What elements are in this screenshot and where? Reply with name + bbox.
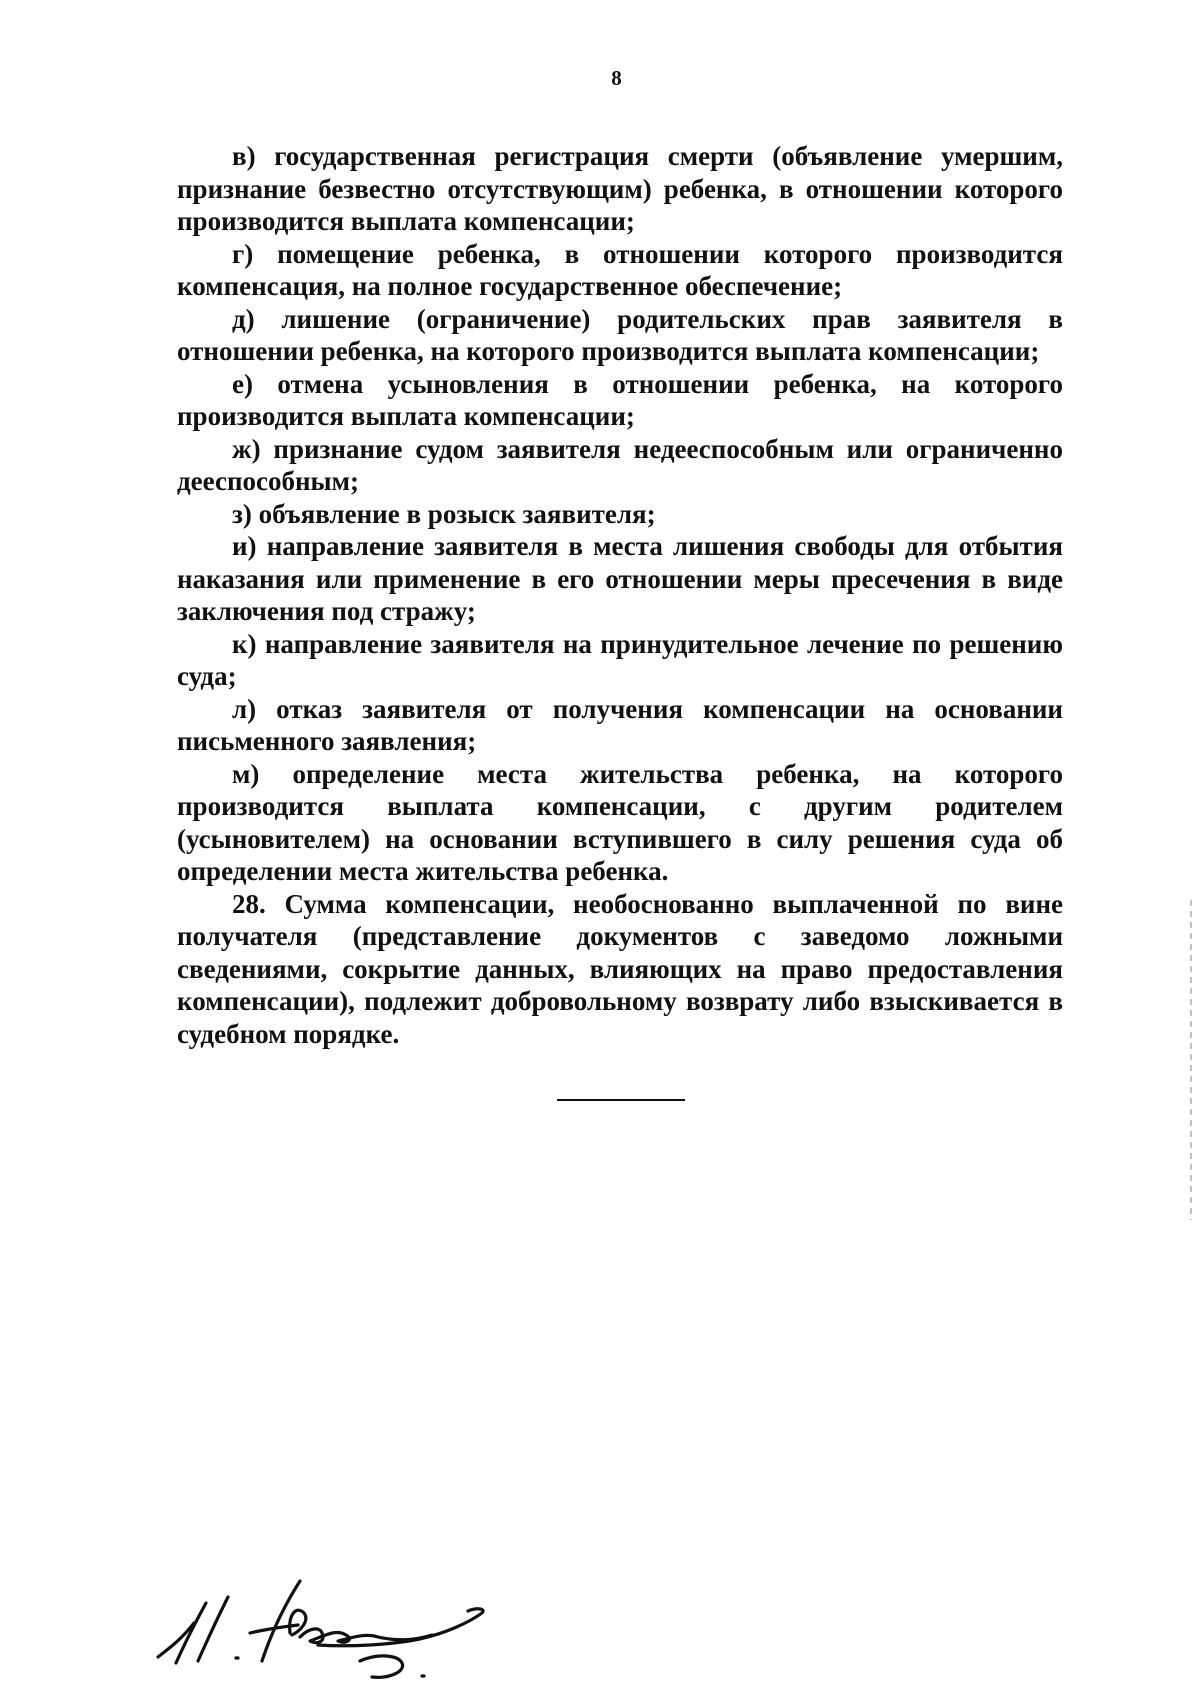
paragraph-i: и) направление заявителя в места лишения свободы для отбытия наказания или применение в его отношении меры пресечения в виде заключения под стражу; [177, 531, 1063, 626]
paragraph-k: к) направление заявителя на принудительное лечение по решению суда; [177, 628, 1063, 691]
paragraph-28: 28. Сумма компенсации, необоснованно выплаченной по вине получателя (представление документов с заведомо ложными сведениями, сокрытие данных, влияющих на право предоставления компенсации), подлежит добровольному возврату либо взыскивается в судебном порядке. [177, 888, 1063, 1049]
paragraph-l: л) отказ заявителя от получения компенсации на основании письменного заявления; [177, 693, 1063, 756]
paragraph-g: г) помещение ребенка, в отношении которого производится компенсация, на полное государственное обеспечение; [177, 238, 1063, 301]
paragraph-z: з) объявление в розыск заявителя; [232, 498, 656, 529]
document-body [177, 140, 1063, 1050]
paragraph-d: д) лишение (ограничение) родительских прав заявителя в отношении ребенка, на которого производится выплата компенсации; [177, 303, 1063, 366]
paragraph-m: м) определение места жительства ребенка, на которого производится выплата компенсации, с другим родителем (усыновителем) на основании вступившего в силу решения суда об определении места жительства ребенка. [177, 758, 1063, 886]
scan-edge-artifact [1190, 900, 1192, 1220]
page-number: 8 [611, 66, 622, 90]
paragraph-e: е) отмена усыновления в отношении ребенка, на которого производится выплата компенсации; [177, 368, 1063, 431]
end-of-text-rule [557, 1099, 685, 1101]
signature-icon [150, 1575, 490, 1685]
paragraph-v: в) государственная регистрация смерти (объявление умершим, признание безвестно отсутствующим) ребенка, в отношении которого производится выплата компенсации; [177, 141, 1063, 236]
paragraph-zh: ж) признание судом заявителя недееспособным или ограниченно дееспособным; [177, 433, 1063, 496]
